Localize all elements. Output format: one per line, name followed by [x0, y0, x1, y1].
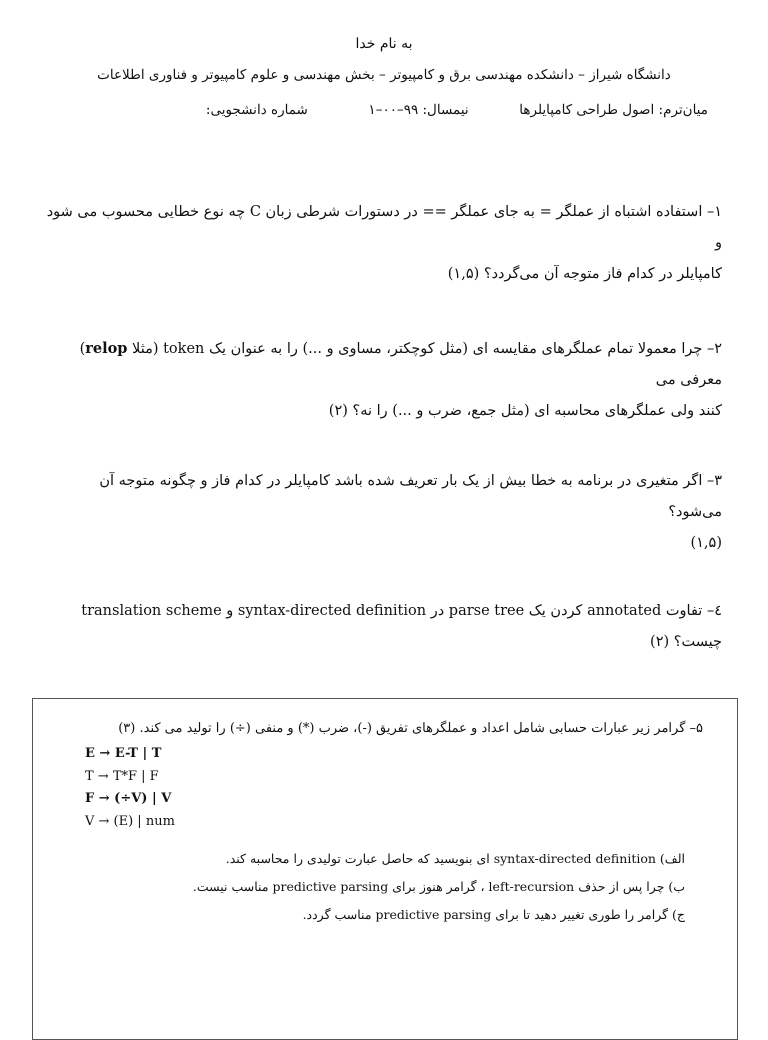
course-title: میان‌ترم: اصول طراحی کامپایلرها [519, 102, 708, 118]
question-4-line-1: ٤– تفاوت annotated کردن یک parse tree در syntax-directed definition و translation scheme چیست؟ (۲) [81, 603, 722, 650]
exam-info-line [48, 102, 708, 118]
semester-label: نیمسال: ۹۹–۰۰–۱ [368, 102, 469, 118]
question-2 [42, 333, 722, 427]
question-2-text-b: ) معرفی می [79, 341, 722, 388]
question-1-line-1: ۱– استفاده اشتباه از عملگر = به جای عملگر == در دستورات شرطی زبان C چه نوع خطایی محسوب می شود و [46, 204, 722, 251]
relop-term: relop [85, 340, 128, 357]
question-4 [42, 596, 722, 658]
grammar-rule-v: V → (E) | num [85, 813, 175, 829]
question-3 [42, 466, 722, 559]
grammar-rule-e: E → E-T | T [85, 746, 162, 761]
question-5-part-b: ب) چرا پس از حذف left-recursion ، گرامر هنوز برای predictive parsing مناسب نیست. [192, 879, 685, 894]
question-5-box [32, 698, 738, 1040]
university-line: دانشگاه شیراز – دانشکده مهندسی برق و کامپیوتر – بخش مهندسی و علوم کامپیوتر و فناوری اطلاعات [97, 67, 671, 83]
question-2-text-a: ۲– چرا معمولا تمام عملگرهای مقایسه ای (مثل کوچکتر، مساوی و ...) را به عنوان یک token (مثلا [127, 341, 722, 357]
question-3-line-2: (۱,۵) [690, 535, 722, 551]
question-5-part-c: ج) گرامر را طوری تغییر دهید تا برای predictive parsing مناسب گردد. [302, 907, 685, 922]
student-id-label: شماره دانشجویی: [205, 102, 308, 118]
question-5-text: ۵– گرامر زیر عبارات حسابی شامل اعداد و عملگرهای تفریق (-)، ضرب (*) و منفی (÷) را تولید می کند. (۳) [118, 721, 703, 736]
grammar-rule-t: T → T*F | F [85, 768, 159, 784]
question-3-line-1: ۳– اگر متغیری در برنامه به خطا بیش از یک بار تعریف شده باشد کامپایلر در کدام فاز و چگونه متوجه آن می‌شود؟ [99, 473, 722, 520]
question-1 [42, 197, 722, 290]
grammar-rule-f: F → (÷V) | V [85, 791, 172, 806]
grammar-rules [85, 743, 175, 833]
question-1-line-2: کامپایلر در کدام فاز متوجه آن می‌گردد؟ (۱,۵) [447, 266, 722, 282]
question-5-part-a: الف) syntax-directed definition ای بنویسید که حاصل عبارت تولیدی را محاسبه کند. [225, 851, 685, 866]
question-2-line-1 [42, 333, 722, 396]
bismillah-heading: به نام خدا [355, 36, 413, 52]
question-2-line-2: کنند ولی عملگرهای محاسبه ای (مثل جمع، ضرب و ...) را نه؟ (۲) [328, 403, 722, 419]
